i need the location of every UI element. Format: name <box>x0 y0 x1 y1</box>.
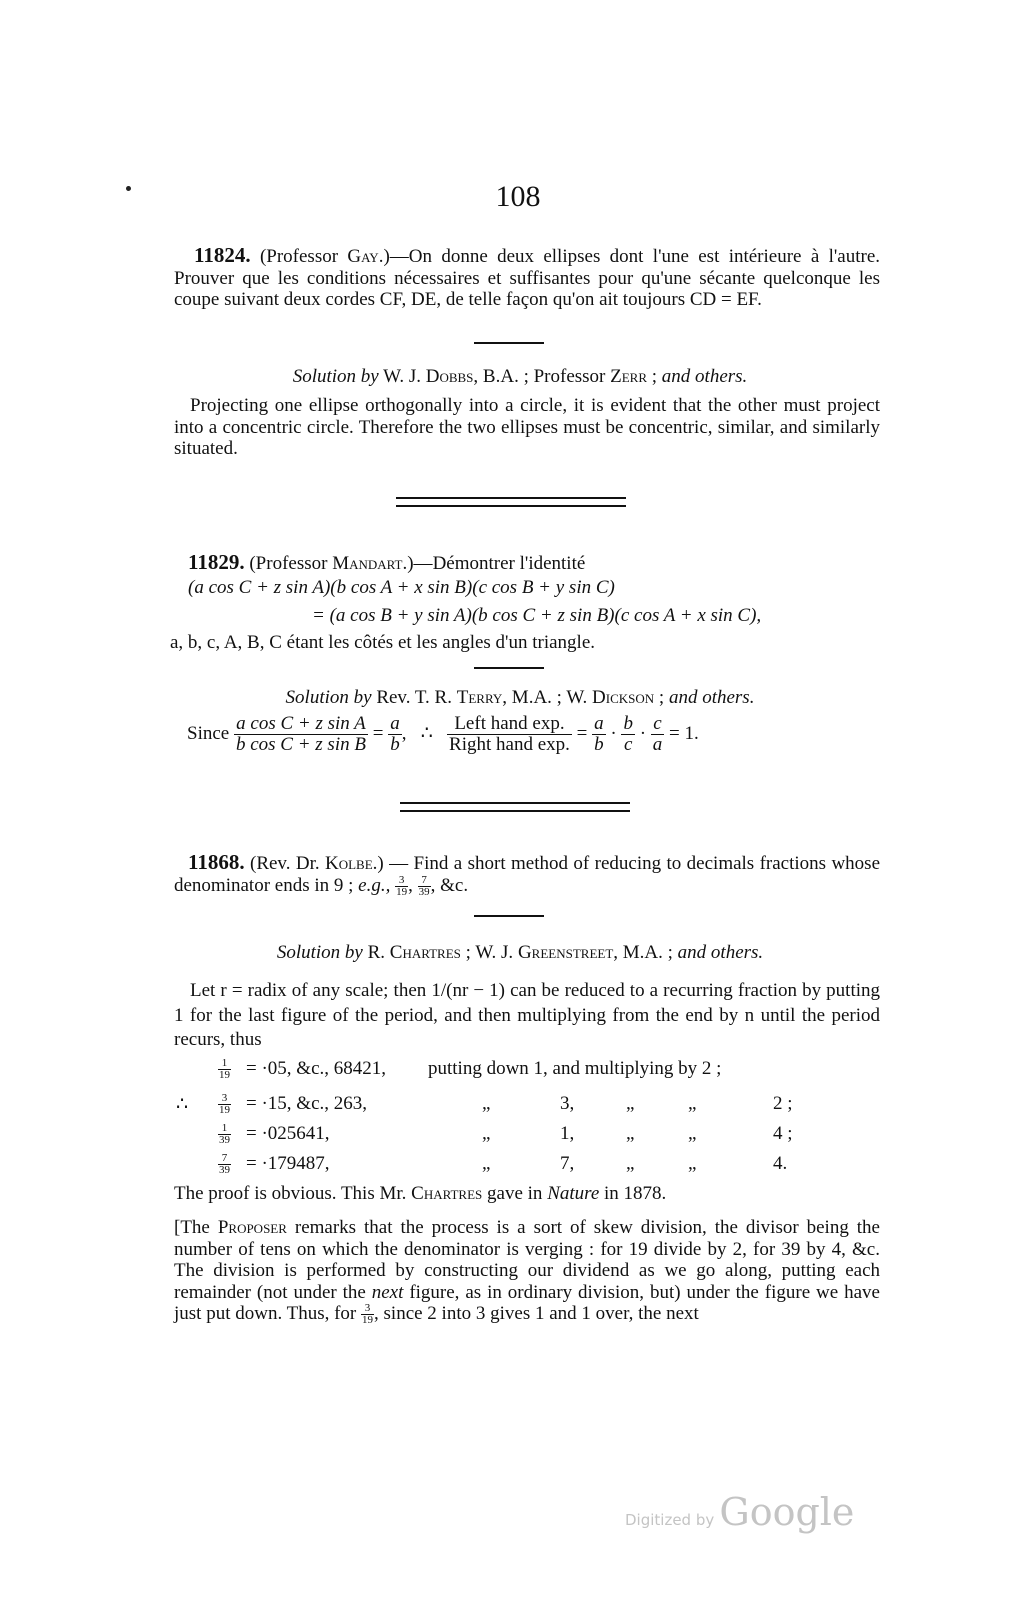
proposer-remark: [The Proposer remarks that the process is a sort of skew division, the divisor being the number of tens on which the denominator is verging : for 19 divide by 2, for 39 by 4, &c. The division is performed by constructing our dividend as we go along, putting each remainder (not under the next figure, as in ordinary division, but) under the figure we have just put down. Thus, for $\frac{3}{19}$ , since 2 into 3 gives 1 and 1 over, the next <box>174 1217 880 1327</box>
solution-byline: Solution by R. Chartres ; W. J. Greenstreet, M.A. ; and others. <box>276 942 764 963</box>
short-rule <box>474 915 544 917</box>
digitized-watermark: Digitized by Google <box>625 1490 855 1534</box>
identity-line-1: (a cos C + z sin A)(b cos A + x sin B)(c cos B + y sin C) <box>188 577 615 598</box>
problem-number: 11824. <box>194 243 251 267</box>
fraction: $\frac{a}{b}$ <box>390 713 400 755</box>
page-number: 108 <box>495 180 541 213</box>
proposer-name: Kolbe <box>325 853 373 874</box>
short-rule <box>474 342 544 344</box>
identity-line-2: = (a cos B + y sin A)(b cos C + z sin B)(c cos A + x sin C), <box>312 605 762 626</box>
fraction: $\frac{\text{a cos C + z sin A}}{\text{b cos C + z sin B}}$ <box>235 713 366 755</box>
fraction: $\frac{7}{39}$ <box>418 873 430 898</box>
fraction: $\frac{a}{b}$ <box>594 713 604 755</box>
solution-byline: Solution by W. J. Dobbs, B.A. ; Professor Zerr ; and others. <box>292 366 748 387</box>
problem-11829-statement: 11829. (Professor Mandart.)—Démontrer l'identité <box>188 550 586 574</box>
solution-text: Projecting one ellipse orthogonally into a circle, it is evident that the other must project into a concentric circle. Therefore the two ellipses must be concentric, similar, and similarly situated. <box>174 395 880 459</box>
solution-byline: Solution by Rev. T. R. Terry, M.A. ; W. Dickson ; and others. <box>285 687 755 708</box>
problem-number: 11868. <box>188 850 245 874</box>
identity-line-3: a, b, c, A, B, C étant les côtés et les angles d'un triangle. <box>170 632 596 653</box>
fraction: $\frac{c}{a}$ <box>652 713 663 755</box>
fraction: $\frac{\text{Left hand exp.}}{\text{Right hand exp.}}$ <box>449 713 570 755</box>
short-rule <box>474 667 544 669</box>
google-logo: Google <box>719 1490 855 1534</box>
proof-note: The proof is obvious. This Mr. Chartres gave in Nature in 1878. <box>174 1183 667 1204</box>
double-rule <box>396 497 626 507</box>
fraction: $\frac{b}{c}$ <box>623 713 633 755</box>
problem-text: On donne deux ellipses dont l'une est intérieure à l'autre. Prouver que les conditions nécessaires et suffisantes pour qu'une sécante quelconque les coupe suivant deux cordes CF, DE, de telle façon qu'on ait toujours CD = EF. <box>174 246 881 310</box>
double-rule <box>400 802 630 812</box>
problem-number: 11829. <box>188 550 245 574</box>
fraction: $\frac{3}{19}$ <box>396 873 408 898</box>
proposer-name: Mandart <box>332 553 403 574</box>
solution-text: Let r = radix of any scale; then 1/(nr − 1) can be reduced to a recurring fraction by putting 1 for the last figure of the period, and then multiplying from the end by n until the period recurs, thus <box>174 980 880 1050</box>
solution-equation: Since $\frac{\text{a cos C + z sin A}}{\text{b cos C + z sin B}}$ = $\frac{a}{b}$ , ∴ $\frac{\text{Left hand exp.}}{\text{Right hand exp.}}$ = $\frac{a}{b}$ · $\frac{b}{c}$ · $\frac{c}{a}$ = 1. <box>187 713 699 755</box>
proposer-name: Gay <box>347 246 379 267</box>
problem-11868-statement: 11868. (Rev. Dr. Kolbe.) — Find a short method of reducing to decimals fractions whose denominator ends in 9 ; e.g., $\frac{3}{19}$ , $\frac{7}{39}$ , &c. <box>174 850 881 898</box>
problem-11824-statement: 11824. (Professor Gay.)—On donne deux ellipses dont l'une est intérieure à l'autre. Prouver que les conditions nécessaires et suffisantes pour qu'une sécante quelconque les coupe suivant deux cordes CF, DE, de telle façon qu'on ait toujours CD = EF. <box>174 243 881 310</box>
